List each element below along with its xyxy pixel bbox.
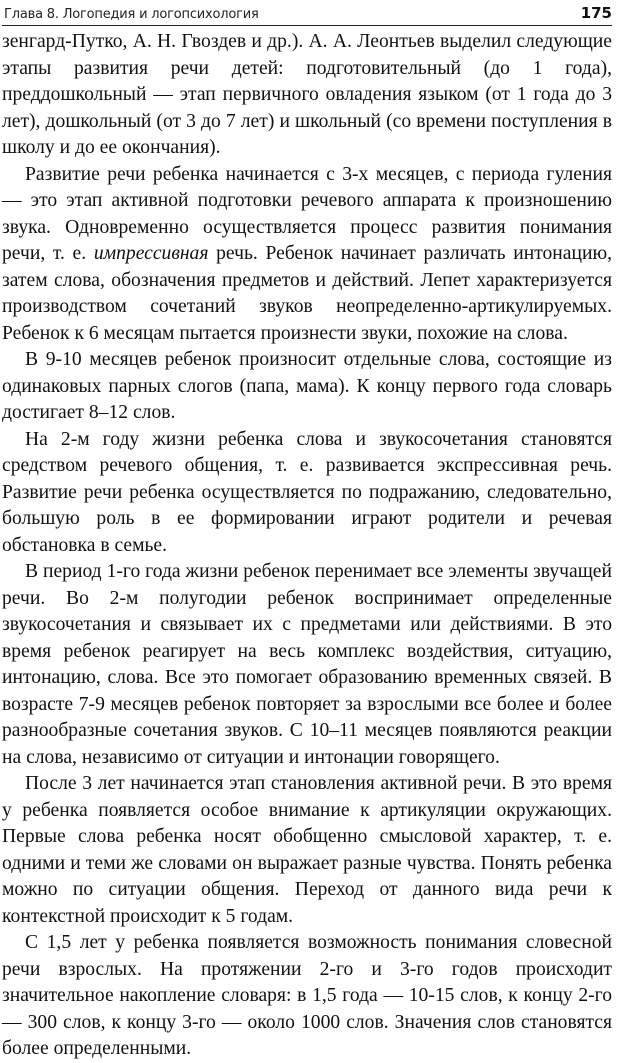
paragraph-text: После 3 лет начинается этап становления активной речи. В это время у ребенка появляется особое внимание к артикуляции окружающих. Первые слова ребенка носят обобщенно смысловой характер, т. е. одними и теми же словами он выражает разные чувства. Понять ребенка можно по ситуации общения. Переход от данного вида речи к контекстной происходит к 5 годам. [2,773,612,927]
italic-term: импрессивная [93,243,209,264]
chapter-title: Глава 8. Логопедия и логопсихология [4,7,259,22]
paragraph-text: С 1,5 лет у ребенка появляется возможность понимания словесной речи взрослых. На протяжении 2-го и 3-го годов происходит значительное накопление словаря: в 1,5 года — 10-15 слов, к концу 2-го — 300 слов, к концу 3-го — около 1000 слов. Значения слов становятся более определенными. [2,932,612,1059]
paragraph [2,559,612,771]
body-text [2,29,612,1063]
running-header [2,0,612,26]
paragraph [2,427,612,560]
paragraph [2,347,612,427]
page-number: 175 [580,4,612,22]
paragraph-text: Развитие речи ребенка начинается с 3-х месяцев, с периода гуления — это этап активной подготовки речевого аппарата к произношению звука. Одновременно осуществляется процесс развития понимания речи, т. е. [2,163,612,264]
paragraph-continued [2,29,612,162]
paragraph [2,930,612,1063]
paragraph [2,771,612,930]
paragraph [2,162,612,348]
paragraph-text: зенгард-Путко, А. Н. Гвоздев и др.). А. А. Леонтьев выделил следующие этапы развития речи детей: подготовительный (до 1 года), преддошкольный — этап первичного овладения языком (от 1 года до 3 лет), дошкольный (от 3 до 7 лет) и школьный (со времени поступления в школу и до ее окончания). [2,31,612,158]
paragraph-text: речь. Ребенок начинает различать интонацию, затем слова, обозначения предметов и действий. Лепет характеризуется производством сочетаний звуков неопределенно-артикулируемых. Ребенок к 6 месяцам пытается произнести звуки, похожие на слова. [2,243,612,344]
paragraph-text: На 2-м году жизни ребенка слова и звукосочетания становятся средством речевого общения, т. е. развивается экспрессивная речь. Развитие речи ребенка осуществляется по подражанию, следовательно, большую роль в ее формировании играют родители и речевая обстановка в семье. [2,428,612,556]
paragraph-text: В период 1-го года жизни ребенок перенимает все элементы звучащей речи. Во 2-м полугодии ребенок воспринимает определенные звукосочетания и связывает их с предметами или действиями. В это время ребенок реагирует на весь комплекс воздействия, ситуацию, интонацию, слова. Все это помогает образованию временных связей. В возрасте 7-9 месяцев ребенок повторяет за взрослыми все более и более разнообразные сочетания звуков. С 10–11 месяцев появляются реакции на слова, независимо от ситуации и интонации говорящего. [2,561,612,768]
paragraph-text: В 9-10 месяцев ребенок произносит отдельные слова, состоящие из одинаковых парных слогов (папа, мама). К концу первого года словарь достигает 8–12 слов. [2,349,612,423]
